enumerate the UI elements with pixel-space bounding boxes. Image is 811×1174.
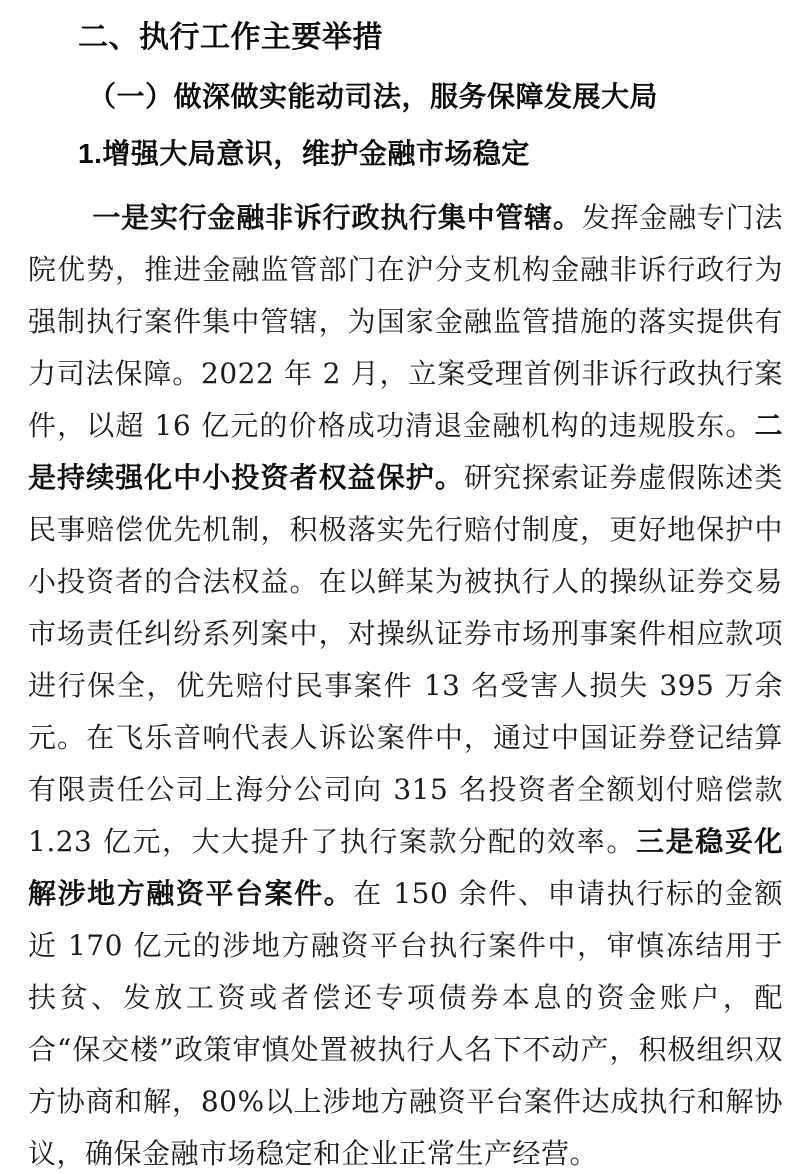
- paragraph-segment: 三是稳妥化解涉地方融资平台案件。: [28, 825, 783, 910]
- body-paragraph: [28, 192, 783, 1174]
- item-heading: 1.增强大局意识，维护金融市场稳定: [78, 138, 530, 169]
- paragraph-segment: 研究探索证券虚假陈述类民事赔偿优先机制，积极落实先行赔付制度，更好地保护中小投资者的合法权益。在以鲜某为被执行人的操纵证券交易市场责任纠纷系列案中，对操纵证券市场刑事案件相应款项进行保全，优先赔付民事案件 13 名受害人损失 395 万余元。在飞乐音响代表人诉讼案件中，通过中国证券登记结算有限责任公司上海分公司向 315 名投资者全额划付赔偿款 1.23 亿元，大大提升了执行案款分配的效率。: [28, 461, 783, 858]
- subsection-heading: （一）做深做实能动司法，服务保障发展大局: [88, 81, 659, 112]
- paragraph-segment: 二是持续强化中小投资者权益保护。: [28, 409, 783, 494]
- paragraph-segment: 发挥金融专门法院优势，推进金融监管部门在沪分支机构金融非诉行政行为强制执行案件集中管辖，为国家金融监管措施的落实提供有力司法保障。2022 年 2 月，立案受理首例非诉行政执行案件，以超 16 亿元的价格成功清退金融机构的违规股东。: [28, 201, 783, 442]
- section-heading: 二、执行工作主要举措: [78, 21, 383, 54]
- paragraph-segment: 在 150 余件、申请执行标的金额近 170 亿元的涉地方融资平台执行案件中，审慎冻结用于扶贫、发放工资或者偿还专项债券本息的资金账户，配合“保交楼”政策审慎处置被执行人名下不动产，积极组织双方协商和解，80%以上涉地方融资平台案件达成执行和解协议，确保金融市场稳定和企业正常生产经营。: [28, 877, 783, 1170]
- paragraph-segment: 一是实行金融非诉行政执行集中管辖。: [92, 201, 582, 234]
